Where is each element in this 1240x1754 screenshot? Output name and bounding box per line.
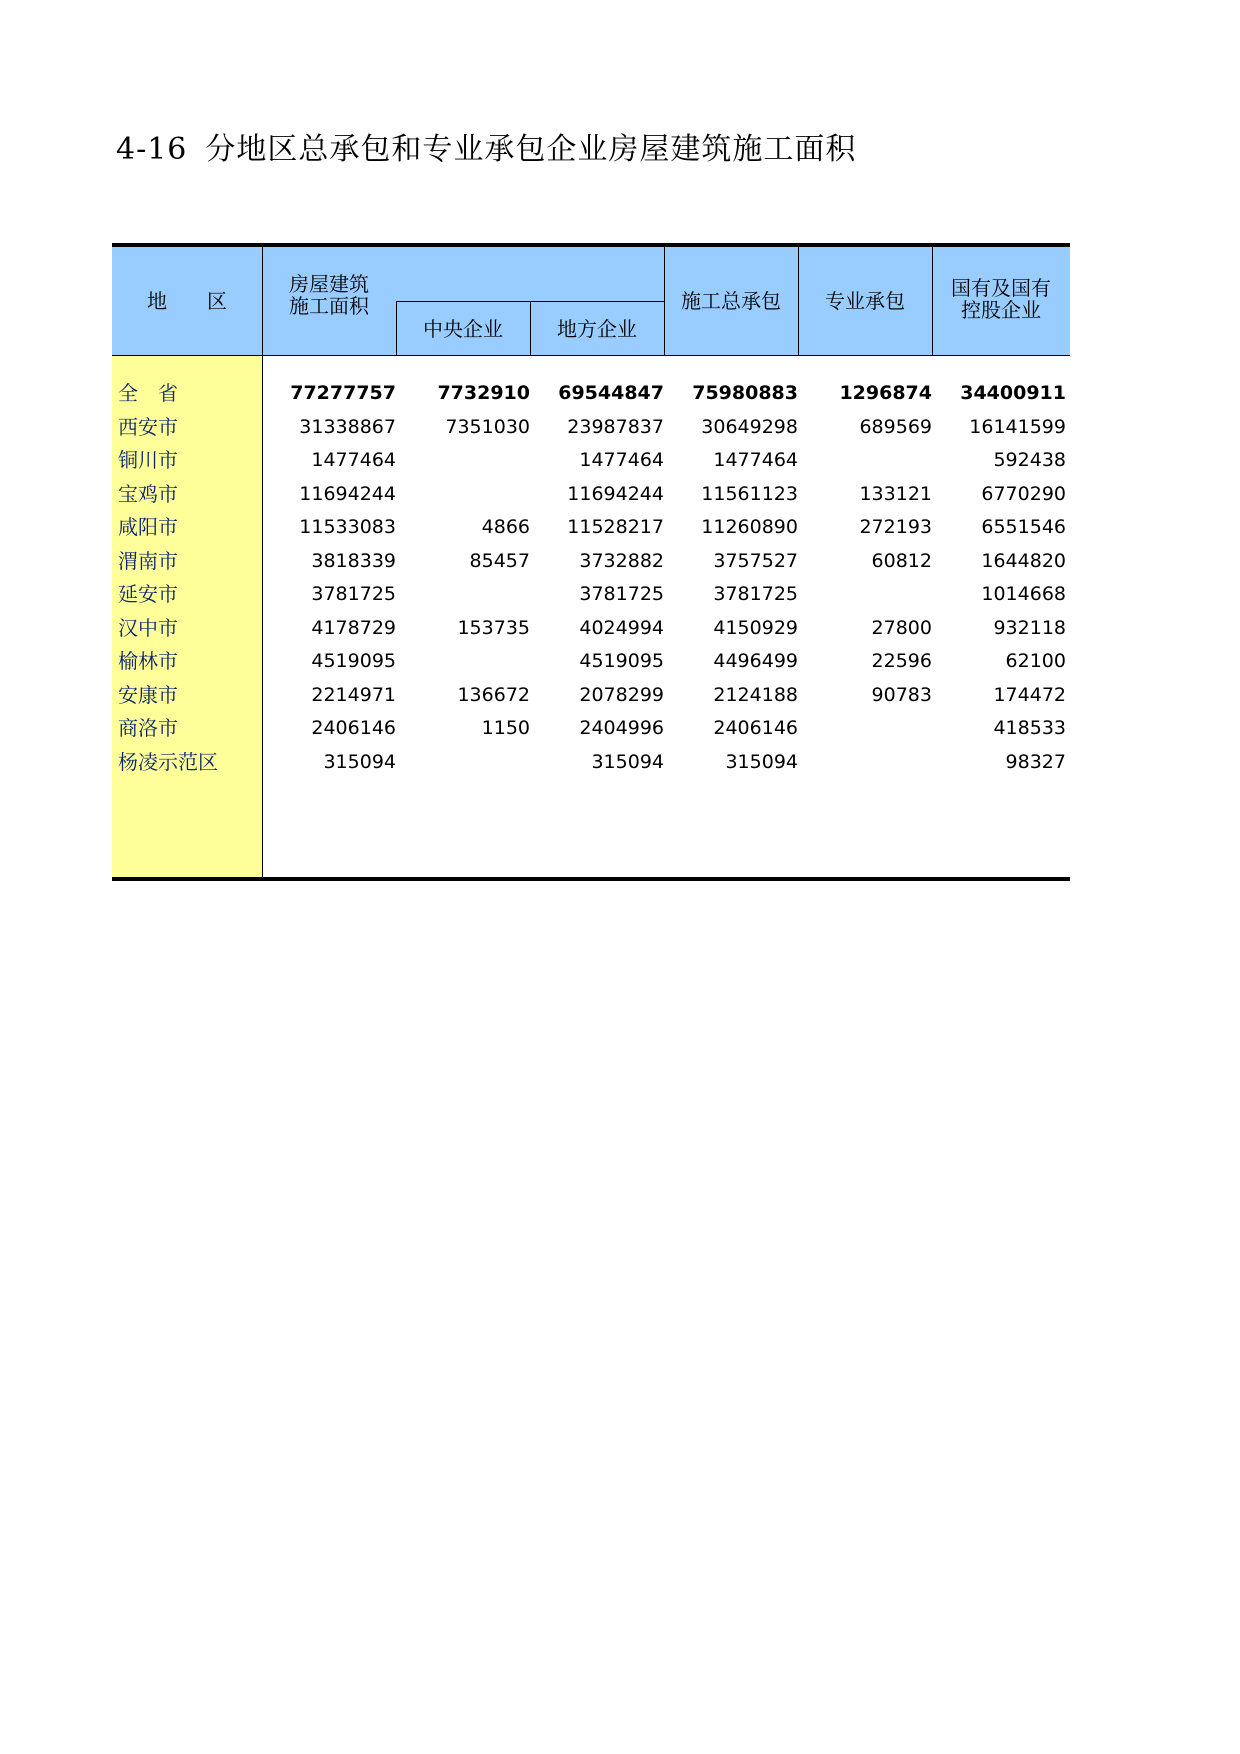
cell-general: 30649298 — [701, 415, 798, 438]
table-row — [112, 643, 1070, 680]
header-state-line2: 控股企业 — [961, 298, 1041, 322]
cell-total: 11533083 — [299, 516, 396, 538]
cell-special — [798, 710, 932, 747]
cell-local: 2404996 — [579, 717, 664, 739]
cell-state: 6770290 — [981, 482, 1066, 505]
cell-special: 133121 — [859, 482, 932, 505]
cell-central — [396, 442, 530, 479]
region-name: 榆林市 — [118, 649, 178, 673]
cell-general: 1477464 — [713, 449, 798, 471]
region-name: 全 省 — [118, 381, 178, 405]
header-divider — [262, 247, 263, 355]
cell-state: 174472 — [993, 683, 1066, 706]
cell-general: 3757527 — [713, 549, 798, 572]
header-total-area-line2: 施工面积 — [289, 294, 369, 318]
cell-local: 3732882 — [579, 549, 664, 572]
cell-state: 6551546 — [981, 516, 1066, 538]
cell-central — [396, 576, 530, 613]
cell-state: 1644820 — [981, 549, 1066, 572]
cell-total: 2214971 — [311, 683, 396, 706]
table-row — [112, 442, 1070, 479]
cell-total: 2406146 — [311, 717, 396, 739]
table-row — [112, 409, 1070, 446]
bottom-rule — [112, 877, 1070, 881]
cell-total: 3781725 — [311, 583, 396, 605]
cell-state: 62100 — [1005, 650, 1066, 672]
cell-general: 11260890 — [701, 516, 798, 538]
cell-local: 23987837 — [567, 415, 664, 438]
region-name: 延安市 — [118, 582, 178, 606]
cell-total: 31338867 — [299, 415, 396, 438]
table-row — [112, 576, 1070, 613]
cell-central: 85457 — [469, 549, 530, 572]
cell-total: 315094 — [323, 750, 396, 773]
cell-local: 1477464 — [579, 449, 664, 471]
header-divider — [530, 302, 531, 355]
cell-total: 11694244 — [299, 482, 396, 505]
table-number: 4-16 — [116, 132, 188, 167]
cell-total: 1477464 — [311, 449, 396, 471]
cell-special: 60812 — [871, 549, 932, 572]
cell-general: 11561123 — [701, 482, 798, 505]
cell-special: 689569 — [859, 415, 932, 438]
cell-local: 4519095 — [579, 650, 664, 672]
cell-local: 3781725 — [579, 583, 664, 605]
header-special-contract — [798, 247, 932, 355]
cell-special — [798, 744, 932, 781]
cell-special: 90783 — [871, 683, 932, 706]
header-local-label: 地方企业 — [557, 316, 637, 341]
cell-special: 272193 — [859, 516, 932, 538]
cell-general: 75980883 — [692, 382, 798, 404]
region-name: 汉中市 — [118, 615, 178, 640]
header-state-owned — [932, 247, 1070, 355]
cell-central — [396, 476, 530, 513]
header-divider — [798, 247, 799, 355]
cell-total: 4178729 — [311, 616, 396, 639]
cell-general: 2406146 — [713, 717, 798, 739]
cell-central — [396, 643, 530, 680]
header-divider — [932, 247, 933, 355]
cell-general: 4496499 — [713, 650, 798, 672]
cell-central: 153735 — [457, 616, 530, 639]
cell-state: 932118 — [993, 616, 1066, 639]
region-name: 咸阳市 — [118, 515, 178, 539]
header-special-contract-label: 专业承包 — [825, 289, 905, 313]
table-row — [112, 677, 1070, 714]
region-name: 渭南市 — [118, 548, 178, 573]
cell-state: 418533 — [993, 717, 1066, 739]
table-row — [112, 543, 1070, 580]
table-row — [112, 509, 1070, 546]
cell-local: 4024994 — [579, 616, 664, 639]
data-table — [112, 243, 1070, 881]
cell-local: 11528217 — [567, 516, 664, 538]
cell-central: 7351030 — [445, 415, 530, 438]
cell-local: 2078299 — [579, 683, 664, 706]
region-name: 西安市 — [118, 414, 178, 439]
cell-special: 1296874 — [839, 382, 932, 404]
header-state-line1: 国有及国有 — [951, 276, 1051, 300]
header-region — [112, 247, 262, 355]
table-header — [112, 247, 1070, 356]
cell-general: 4150929 — [713, 616, 798, 639]
cell-state: 98327 — [1005, 750, 1066, 773]
header-total-area — [262, 269, 396, 323]
cell-local: 315094 — [591, 750, 664, 773]
cell-state: 1014668 — [981, 583, 1066, 605]
region-name: 商洛市 — [118, 716, 178, 740]
cell-local: 11694244 — [567, 482, 664, 505]
cell-local: 69544847 — [558, 382, 664, 404]
page-title — [116, 124, 856, 168]
cell-central — [396, 744, 530, 781]
cell-central: 1150 — [481, 717, 530, 739]
cell-special: 27800 — [871, 616, 932, 639]
cell-state: 34400911 — [960, 382, 1066, 404]
table-row — [112, 744, 1070, 781]
header-total-area-line1: 房屋建筑 — [289, 272, 369, 296]
header-general-contract — [664, 247, 798, 355]
cell-special: 22596 — [871, 650, 932, 672]
cell-state: 16141599 — [969, 415, 1066, 438]
table-row — [112, 710, 1070, 747]
cell-special — [798, 576, 932, 613]
cell-general: 2124188 — [713, 683, 798, 706]
region-name: 宝鸡市 — [118, 481, 178, 506]
cell-total: 4519095 — [311, 650, 396, 672]
header-divider — [396, 302, 397, 355]
table-title-text: 分地区总承包和专业承包企业房屋建筑施工面积 — [205, 132, 857, 167]
header-central — [396, 302, 530, 355]
table-row-total — [112, 375, 1070, 412]
header-general-contract-label: 施工总承包 — [681, 289, 781, 313]
header-central-label: 中央企业 — [423, 316, 503, 341]
cell-total: 3818339 — [311, 549, 396, 572]
header-subdivider — [396, 301, 664, 302]
table-row — [112, 476, 1070, 513]
region-name: 铜川市 — [118, 448, 178, 472]
cell-special — [798, 442, 932, 479]
cell-state: 592438 — [993, 449, 1066, 471]
cell-central: 4866 — [481, 516, 530, 538]
cell-general: 3781725 — [713, 583, 798, 605]
region-name: 安康市 — [118, 682, 178, 707]
cell-central: 7732910 — [437, 382, 530, 404]
cell-central: 136672 — [457, 683, 530, 706]
region-name: 杨凌示范区 — [118, 749, 218, 774]
header-local — [530, 302, 664, 355]
header-divider — [664, 247, 665, 355]
table-row — [112, 610, 1070, 647]
cell-total: 77277757 — [290, 382, 396, 404]
header-region-label: 地 区 — [147, 289, 227, 313]
cell-general: 315094 — [725, 750, 798, 773]
